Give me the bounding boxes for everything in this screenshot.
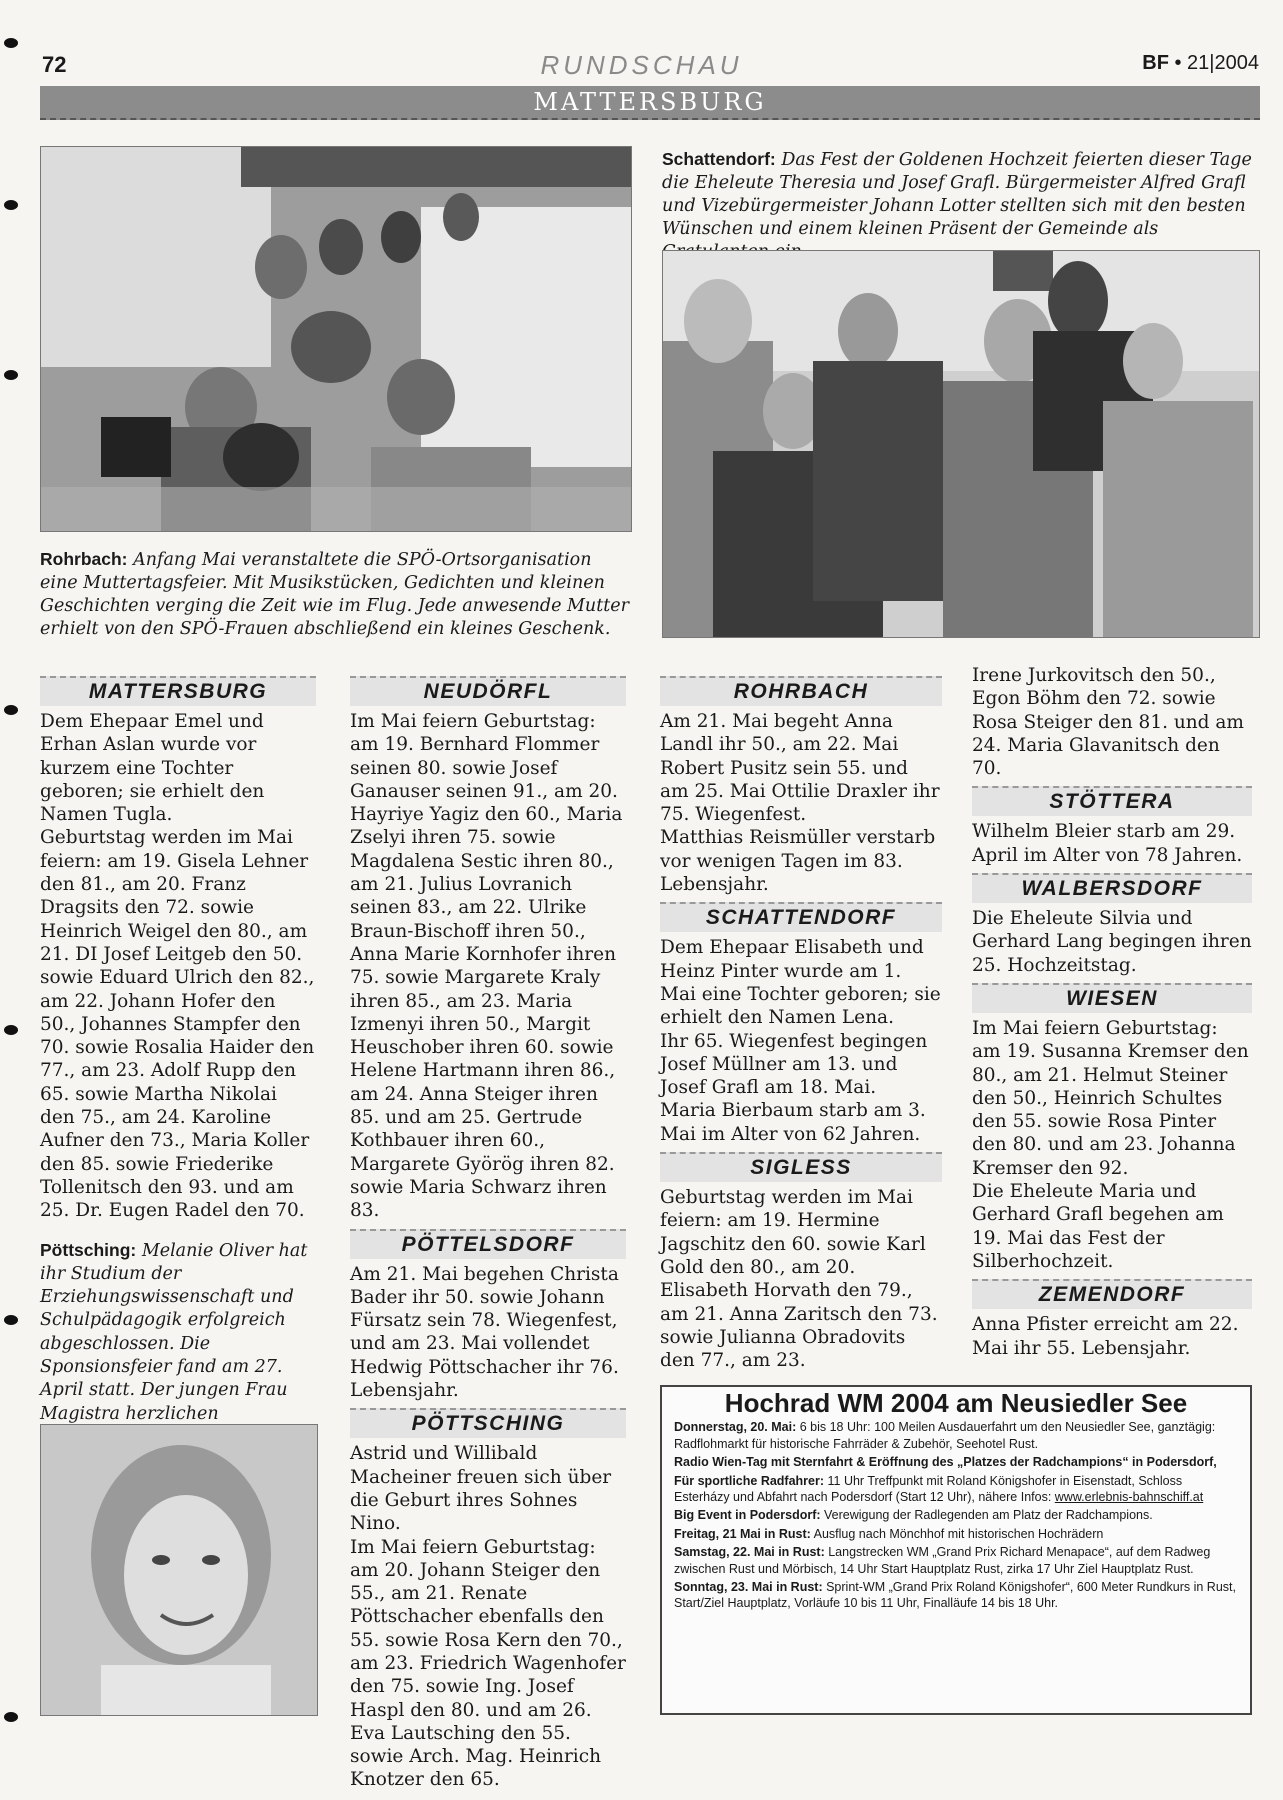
caption-text: Anfang Mai veranstaltete die SPÖ-Ortsorganisation eine Muttertagsfeier. Mit Musikstücken, Gedichten und kleinen Geschichten verging die Zeit wie im Flug. Jede anwesende Mutter erhielt von den SPÖ-Frauen abschließend ein kleines Geschenk. xyxy=(40,550,629,639)
info-item-text: Langstrecken WM „Grand Prix Richard Menapace“, auf dem Radweg zwischen Rust und Mörbisch, 14 Uhr Start Hauptplatz Rust, zirka 17 Uhr Ziel Hauptplatz Rust. xyxy=(674,1545,1211,1576)
section-title: RUNDSCHAU xyxy=(540,50,743,80)
article-text: Matthias Reismüller verstarb vor wenigen Tagen im 83. Lebensjahr. xyxy=(660,827,936,896)
portrait-photo xyxy=(40,1424,318,1716)
section-heading-mattersburg: MATTERSBURG xyxy=(40,676,316,706)
section-heading-wiesen: WIESEN xyxy=(972,983,1252,1013)
article-text: Im Mai feiern Geburtstag: am 20. Johann Steiger den 55., am 21. Renate Pöttschacher ebenfalls den 55. sowie Rosa Kern den 70., am 23. Friedrich Wagenhofer den 75. sowie Ing. Josef Haspl den 80. und am 26. Eva Lautsching den 55. sowie Arch. Mag. Heinrich Knotzer den 65. xyxy=(350,1536,626,1791)
section-heading-walbersdorf: WALBERSDORF xyxy=(972,873,1252,903)
section-heading-zemendorf: ZEMENDORF xyxy=(972,1279,1252,1309)
column-4 xyxy=(972,664,1252,1360)
section-heading-schattendorf: SCHATTENDORF xyxy=(660,902,942,932)
article-text: Dem Ehepaar Elisabeth und Heinz Pinter wurde am 1. Mai eine Tochter geboren; sie erhielt den Namen Lena. xyxy=(660,937,941,1029)
section-heading-rohrbach: ROHRBACH xyxy=(660,676,942,706)
info-item xyxy=(674,1454,1238,1470)
article-text: Am 21. Mai begehen Christa Bader ihr 50. sowie Johann Fürsatz sein 78. Wiegenfest, und am 23. Mai vollendet Hedwig Pöttschacher ihr 76. Lebensjahr. xyxy=(350,1263,619,1402)
article-text: Im Mai feiern Geburtstag: am 19. Susanna Kremser den 80., am 21. Helmut Steiner den 50., Heinrich Schultes den 55. sowie Rosa Pinter den 80. und am 23. Johanna Kremser den 92. xyxy=(972,1017,1249,1179)
article-text: Ihr 65. Wiegenfest begingen Josef Müllner am 13. und Josef Grafl am 18. Mai. xyxy=(660,1030,928,1099)
info-item-label: Radio Wien-Tag mit Sternfahrt & Eröffnung des „Platzes der Radchampions“ in Podersdorf, xyxy=(674,1455,1217,1470)
schattendorf-photo xyxy=(662,250,1260,638)
article-text: Geburtstag werden im Mai feiern: am 19. Gisela Lehner den 81., am 20. Franz Dragsits den 72. sowie Heinrich Weigel den 80., am 21. DI Josef Leitgeb den 50. sowie Eduard Ulrich den 82., am 22. Johann Hofer den 50., Johannes Stampfer den 70. sowie Rosalia Haider den 77., am 23. Adolf Rupp den 65. sowie Martha Nikolai den 75., am 24. Karoline Aufner den 73., Maria Koller den 85. sowie Friederike Tollenitsch den 93. und am 25. Dr. Eugen Radel den 70. xyxy=(40,827,315,1222)
publication-name: BF xyxy=(1142,52,1169,74)
article-text: Anna Pfister erreicht am 22. Mai ihr 55. Lebensjahr. xyxy=(972,1314,1239,1359)
issue-label xyxy=(1142,52,1259,75)
column-1 xyxy=(40,676,316,1473)
info-item-label: Sonntag, 23. Mai in Rust: xyxy=(674,1580,823,1595)
caption-text: Das Fest der Goldenen Hochzeit feierten dieser Tage die Eheleute Theresia und Josef Grafl. Bürgermeister Alfred Grafl und Vizebürgermeister Johann Lotter stellten sich mit den besten Wünschen und einem kleinen Präsent der Gemeinde als xyxy=(662,150,1252,239)
caption-place: Schattendorf: xyxy=(662,149,776,169)
binder-mark xyxy=(4,1712,18,1722)
section-heading-neudoerfl: NEUDÖRFL xyxy=(350,676,626,706)
binder-mark xyxy=(4,1025,18,1035)
article-text: Die Eheleute Silvia und Gerhard Lang begingen ihren 25. Hochzeitstag. xyxy=(972,908,1252,976)
rohrbach-caption xyxy=(40,548,630,641)
page-number: 72 xyxy=(42,52,67,77)
info-item-text: 6 bis 18 Uhr: 100 Meilen Ausdauerfahrt um den Neusiedler See, ganztägig: Radflohmarkt für historische Fahrräder & Zubehör, Seehotel Rust. xyxy=(674,1420,1216,1451)
article-text: Geburtstag werden im Mai feiern: am 19. Hermine Jagschitz den 60. sowie Karl Gold den 80., am 20. Elisabeth Horvath den 79., am 21. Anna Zaritsch den 73. sowie Julianna Obradovits den 77., am 23. xyxy=(660,1187,938,1372)
article-text: Am 21. Mai begeht Anna Landl ihr 50., am 22. Mai Robert Pusitz sein 55. und am 25. Mai Ottilie Draxler ihr 75. Wiegenfest. xyxy=(660,711,940,826)
info-item-label: Donnerstag, 20. Mai: xyxy=(674,1420,797,1435)
binder-mark xyxy=(4,1315,18,1325)
article-text: Astrid und Willibald Macheiner freuen sich über die Geburt ihres Sohnes Nino. xyxy=(350,1443,612,1535)
article-text: Wilhelm Bleier starb am 29. April im Alter von 78 Jahren. xyxy=(972,821,1243,866)
info-item xyxy=(674,1507,1238,1523)
caption-place: Rohrbach: xyxy=(40,549,128,569)
column-2 xyxy=(350,676,626,1792)
rohrbach-photo xyxy=(40,146,632,532)
info-item xyxy=(674,1544,1238,1577)
article-text: Irene Jurkovitsch den 50., Egon Böhm den 72. sowie Rosa Steiger den 81. und am 24. Maria Glavanitsch den 70. xyxy=(972,665,1244,780)
caption-text: Melanie Oliver hat ihr Studium der Erziehungswissenschaft und Schulpädagogik erfolgreich abgeschlossen. Die Sponsionsfeier fand am 27. April statt. Der jungen Frau Magistra herzlichen xyxy=(40,1240,308,1424)
info-item-label: Für sportliche Radfahrer: xyxy=(674,1473,825,1488)
info-item-text: Ausflug nach Mönchhof mit historischen Hochrädern xyxy=(810,1526,1104,1541)
article-text: Maria Bierbaum starb am 3. Mai im Alter von 62 Jahren. xyxy=(660,1100,926,1145)
binder-mark xyxy=(4,370,18,380)
info-item-label: Big Event in Podersdorf: xyxy=(674,1508,821,1523)
schattendorf-caption xyxy=(662,148,1258,264)
info-link[interactable]: www.erlebnis-bahnschiff.at xyxy=(1054,1490,1204,1505)
info-item xyxy=(674,1579,1238,1612)
article-text: Im Mai feiern Geburtstag: am 19. Bernhard Flommer seinen 80. sowie Josef Ganauser seinen 91., am 20. Hayriye Yagiz den 60., Maria Zselyi ihren 75. sowie Magdalena Sestic ihren 80., am 21. Julius Lovranich seinen 83., am 22. Ulrike Braun-Bischoff ihren 50., Anna Marie Kornhofer ihren 75. sowie Margarete Kraly ihren 85., am 23. Maria Izmenyi ihren 50., Margit Heuschober ihren 60. sowie Helene Hartmann ihren 86., am 24. Anna Steiger ihren 85. und am 25. Gertrude Kothbauer ihren 60., Margarete Györög ihren 82. sowie Maria Schwarz ihren 83. xyxy=(350,711,623,1222)
info-item-text: Sprint-WM „Grand Prix Roland Königshofer“, 600 Meter Rundkurs in Rust, Start/Ziel Hauptplatz, Vorläufe 10 bis 11 Uhr, Finalläufe 14 bis 18 Uhr. xyxy=(674,1580,1236,1611)
info-item xyxy=(674,1526,1238,1542)
info-item-label: Freitag, 21 Mai in Rust: xyxy=(674,1526,811,1541)
article-text: Die Eheleute Maria und Gerhard Grafl begehen am 19. Mai das Fest der Silberhochzeit. xyxy=(972,1181,1224,1272)
info-item-text: 11 Uhr Treffpunkt mit Roland Königshofer in Eisenstadt, Schloss Esterházy und Abfahrt nach Podersdorf (Start 12 Uhr), nähere Infos: xyxy=(674,1473,1183,1505)
section-heading-sigless: SIGLESS xyxy=(660,1152,942,1182)
article-text: Dem Ehepaar Emel und Erhan Aslan wurde vor kurzem eine Tochter geboren; sie erhielt den Namen Tugla. xyxy=(40,711,265,826)
region-title: MATTERSBURG xyxy=(533,88,767,116)
info-box-title: Hochrad WM 2004 am Neusiedler See xyxy=(724,1388,1188,1418)
region-banner xyxy=(40,86,1260,120)
binder-mark xyxy=(4,705,18,715)
section-heading-poettsching: PÖTTSCHING xyxy=(350,1408,626,1438)
hochrad-info-box xyxy=(660,1385,1252,1715)
section-heading-poettelsdorf: PÖTTELSDORF xyxy=(350,1229,626,1259)
caption-place: Pöttsching: xyxy=(40,1239,137,1260)
binder-mark xyxy=(4,38,18,48)
binder-mark xyxy=(4,200,18,210)
column-3 xyxy=(660,676,942,1372)
info-item-text: Verewigung der Radlegenden am Platz der Radchampions. xyxy=(820,1508,1153,1523)
info-item xyxy=(674,1473,1238,1506)
info-item xyxy=(674,1419,1238,1452)
section-heading-stoettera: STÖTTERA xyxy=(972,786,1252,816)
issue-number: • 21|2004 xyxy=(1174,52,1259,74)
info-item-label: Samstag, 22. Mai in Rust: xyxy=(674,1545,825,1560)
